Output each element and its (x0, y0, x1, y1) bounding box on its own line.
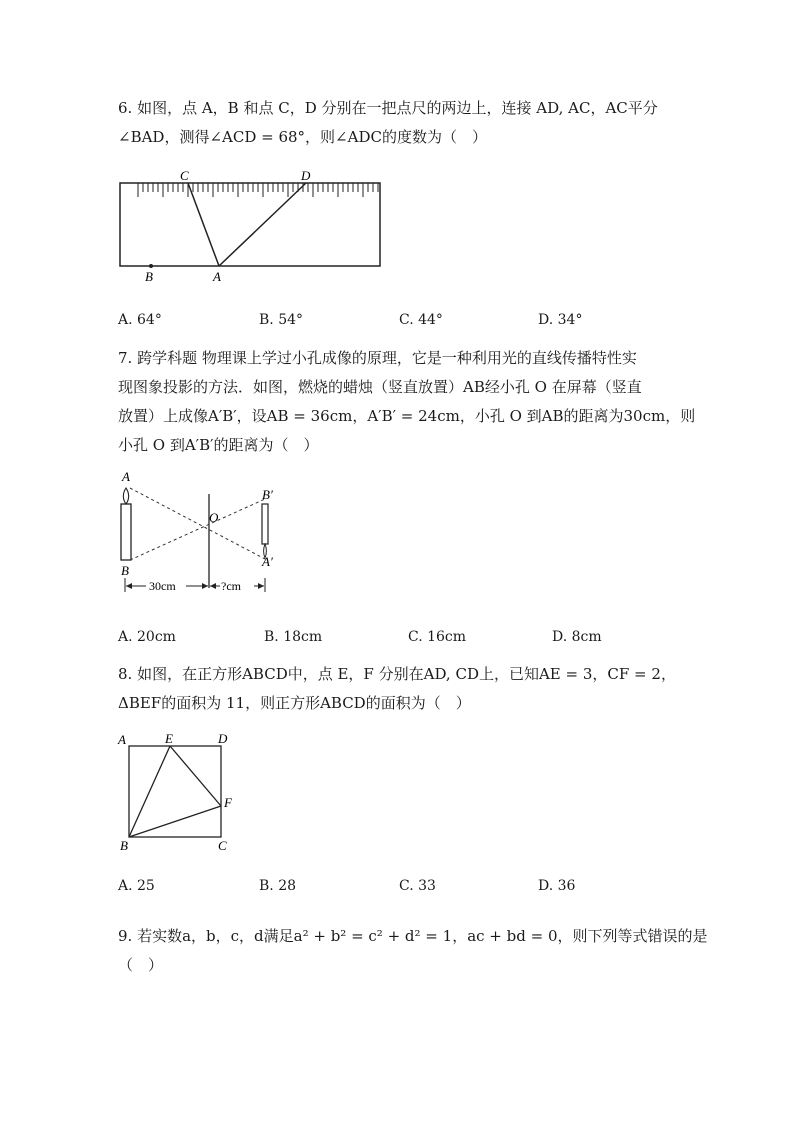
q7-pinhole-figure (110, 462, 290, 602)
dim-unknown: ?cm (221, 579, 241, 593)
point-B-dot (149, 264, 153, 268)
candle-body (121, 504, 131, 560)
question-9-text (118, 922, 708, 980)
q8-square-figure (112, 726, 247, 856)
q7-option-c[interactable]: C. 16cm (408, 629, 467, 645)
q8-option-c[interactable]: C. 33 (399, 878, 436, 894)
label-C: C (180, 168, 189, 183)
square-ABCD (129, 746, 221, 837)
question-6-text (118, 94, 658, 152)
label-B: B (121, 563, 129, 578)
q8-line-2: ΔBEF的面积为 11，则正方形ABCD的面积为（ ） (118, 694, 471, 712)
q8-option-a[interactable]: A. 25 (118, 878, 155, 894)
label-D: D (218, 731, 228, 746)
q7-option-d[interactable]: D. 8cm (552, 629, 602, 645)
ray-top (130, 488, 265, 559)
label-F: F (224, 795, 232, 810)
ray-bottom (130, 499, 265, 560)
segment-BF (129, 806, 221, 837)
label-O: O (209, 510, 219, 525)
arrowhead-icon (202, 583, 208, 589)
q7-option-b[interactable]: B. 18cm (264, 629, 323, 645)
q6-line-2: ∠BAD，测得∠ACD = 68°，则∠ADC的度数为（ ） (118, 128, 487, 146)
q9-line-2: （ ） (118, 956, 164, 974)
arrowhead-icon (126, 583, 132, 589)
q6-option-d[interactable]: D. 34° (538, 312, 583, 328)
arrowhead-icon (210, 583, 216, 589)
label-A: A (118, 732, 126, 747)
q8-option-b[interactable]: B. 28 (259, 878, 297, 894)
ruler-ticks (138, 183, 378, 197)
label-B: B (120, 838, 128, 853)
q9-line-1: 9. 若实数a，b，c，d满足a² + b² = c² + d² = 1，ac + bd = 0，则下列等式错误的是 (118, 927, 708, 945)
q7-line-1: 7. 跨学科题 物理课上学过小孔成像的原理，它是一种利用光的直线传播特性实 (118, 349, 637, 367)
candle-flame-icon (123, 488, 128, 504)
label-C: C (218, 838, 227, 853)
label-E: E (165, 731, 173, 746)
q8-line-1: 8. 如图，在正方形ABCD中，点 E，F 分别在AD, CD上，已知AE = 3，CF = 2， (118, 665, 676, 683)
label-A: A (122, 469, 130, 484)
q6-option-c[interactable]: C. 44° (399, 312, 443, 328)
segment-EF (170, 746, 221, 806)
label-B-prime: B′ (262, 487, 273, 502)
q8-option-d[interactable]: D. 36 (538, 878, 576, 894)
label-D: D (301, 168, 311, 183)
arrowhead-icon (258, 583, 264, 589)
q6-line-1: 6. 如图，点 A，B 和点 C，D 分别在一把点尺的两边上，连接 AD, AC，AC平分 (118, 99, 658, 117)
q7-line-4: 小孔 O 到A′B′的距离为（ ） (118, 436, 319, 454)
dim-30cm: 30cm (149, 579, 176, 593)
segment-BE (129, 746, 170, 837)
label-A-prime: A′ (262, 554, 273, 569)
question-8-text (118, 660, 676, 718)
q6-ruler-figure (110, 168, 395, 286)
segment-AC (188, 183, 219, 266)
label-A: A (213, 269, 221, 284)
q6-option-b[interactable]: B. 54° (259, 312, 304, 328)
q7-option-a[interactable]: A. 20cm (118, 629, 176, 645)
question-7-text (118, 344, 695, 460)
label-B: B (145, 269, 153, 284)
q7-line-3: 放置）上成像A′B′，设AB = 36cm，A′B′ = 24cm，小孔 O 到AB的距离为30cm，则 (118, 407, 696, 425)
q7-line-2: 现图象投影的方法．如图，燃烧的蜡烛（竖直放置）AB经小孔 O 在屏幕（竖直 (118, 378, 642, 396)
q6-option-a[interactable]: A. 64° (118, 312, 162, 328)
ruler-body (120, 183, 380, 266)
image-candle-body (262, 504, 268, 544)
